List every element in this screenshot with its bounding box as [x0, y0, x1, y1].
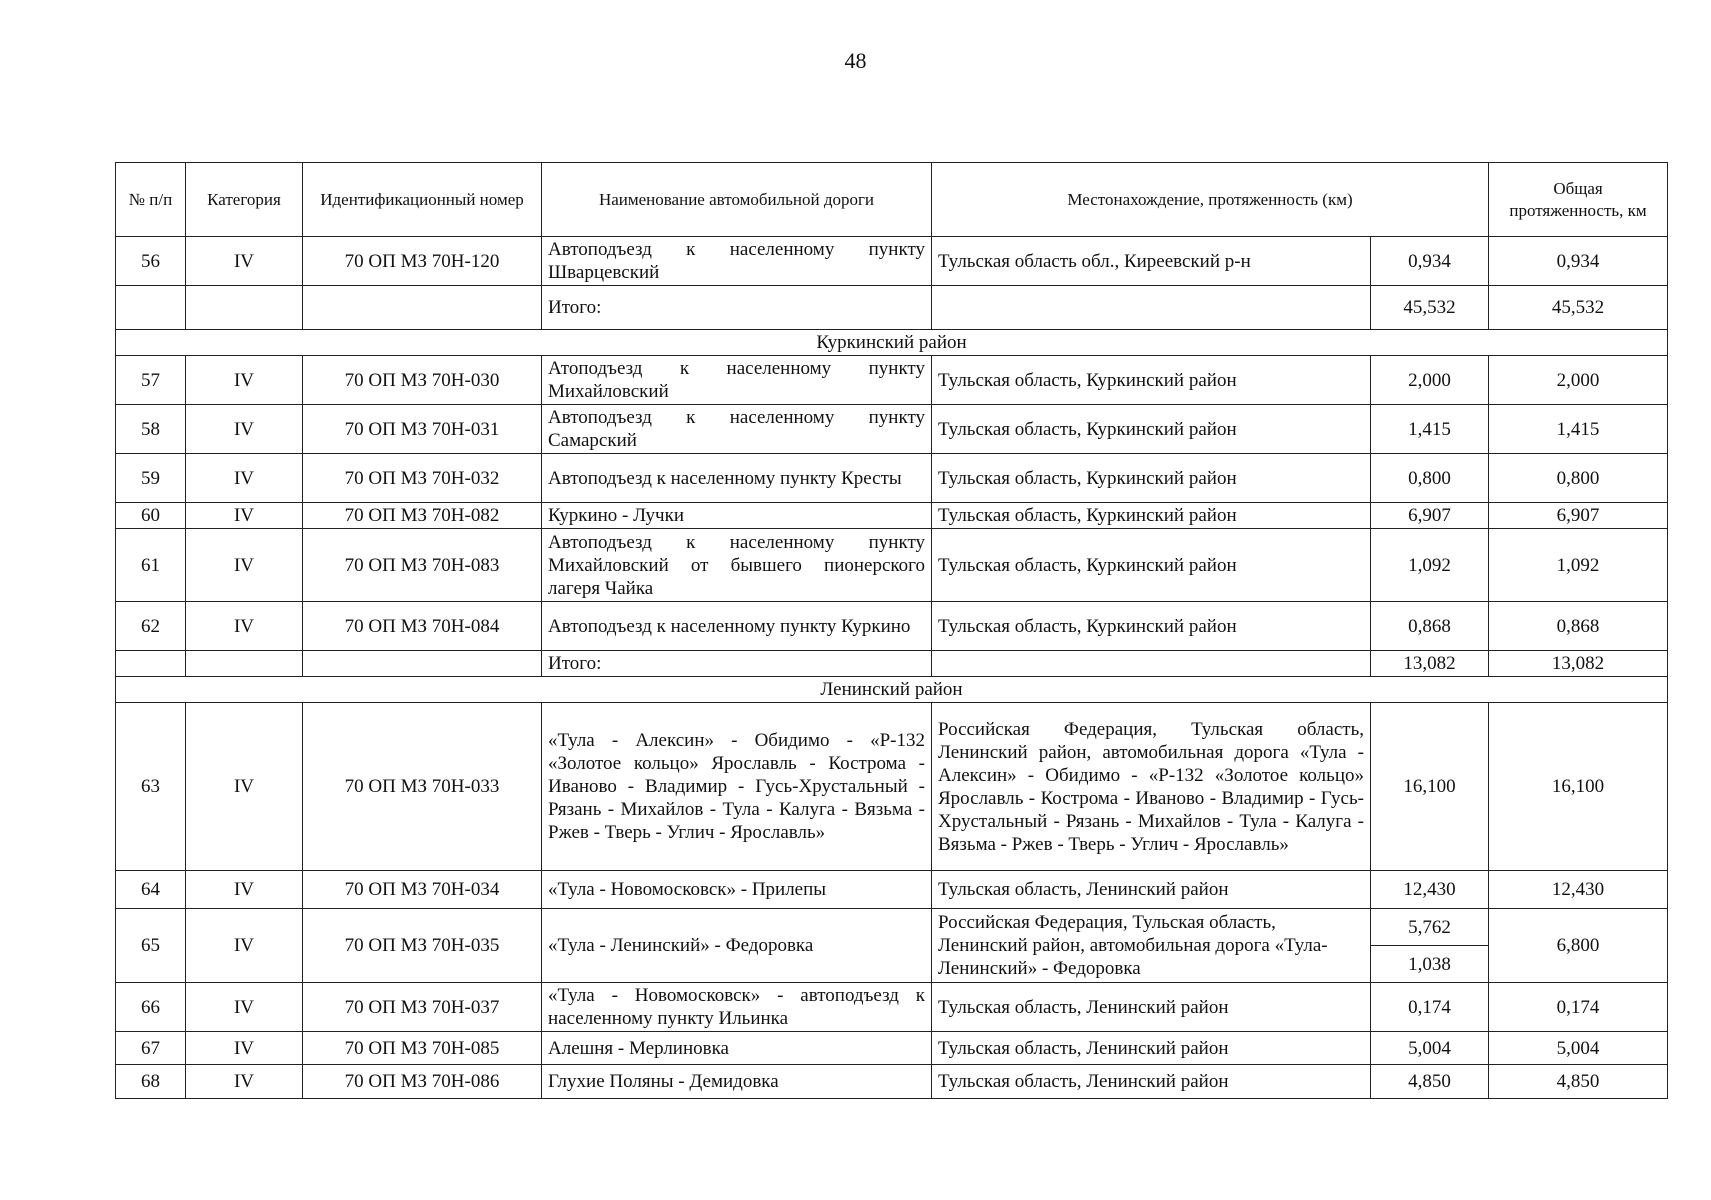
- table-row: [116, 983, 1668, 1032]
- cell-category: IV: [186, 237, 303, 286]
- cell-id: 70 ОП МЗ 70Н-037: [303, 983, 542, 1032]
- cell-total: 16,100: [1489, 703, 1668, 871]
- section-row: [116, 330, 1668, 356]
- cell-length: 1,415: [1371, 405, 1489, 454]
- cell-length: 0,800: [1371, 454, 1489, 503]
- table-row: [116, 871, 1668, 909]
- cell-category: IV: [186, 1065, 303, 1099]
- cell-length: 6,907: [1371, 503, 1489, 529]
- cell-total: 4,850: [1489, 1065, 1668, 1099]
- cell-length: 12,430: [1371, 871, 1489, 909]
- table-row: [116, 1032, 1668, 1065]
- cell-location: Тульская область, Куркинский район: [932, 405, 1371, 454]
- cell-num: 64: [116, 871, 186, 909]
- cell-total: 1,415: [1489, 405, 1668, 454]
- cell-location: Тульская область, Куркинский район: [932, 356, 1371, 405]
- total-sum: 45,532: [1489, 286, 1668, 330]
- cell-id: 70 ОП МЗ 70Н-031: [303, 405, 542, 454]
- cell-num: 67: [116, 1032, 186, 1065]
- cell-length: 5,762: [1371, 909, 1489, 946]
- table-row: [116, 237, 1668, 286]
- cell-length: 1,092: [1371, 529, 1489, 602]
- cell-num: 65: [116, 909, 186, 983]
- header-name: Наименование автомобильной дороги: [542, 163, 932, 237]
- table-row: [116, 703, 1668, 871]
- total-length: 45,532: [1371, 286, 1489, 330]
- cell-num: 62: [116, 602, 186, 651]
- cell-num: 66: [116, 983, 186, 1032]
- cell-length: 0,174: [1371, 983, 1489, 1032]
- cell-id: 70 ОП МЗ 70Н-034: [303, 871, 542, 909]
- header-location: Местонахождение, протяженность (км): [932, 163, 1489, 237]
- section-title: Ленинский район: [116, 677, 1668, 703]
- cell-location: Тульская область, Ленинский район: [932, 1065, 1371, 1099]
- cell-length: 5,004: [1371, 1032, 1489, 1065]
- cell-length: 4,850: [1371, 1065, 1489, 1099]
- cell-id: 70 ОП МЗ 70Н-086: [303, 1065, 542, 1099]
- cell-category: IV: [186, 983, 303, 1032]
- table-header-row: [116, 163, 1668, 237]
- cell-location: Российская Федерация, Тульская область, Ленинский район, автомобильная дорога «Тула - Алексин» - Обидимо - «Р-132 «Золотое кольцо» Ярославль - Кострома - Иваново - Владимир - Гусь-Хрустальный - Рязань - Михайлов - Тула - Калуга - Вязьма - Ржев - Тверь - Углич - Ярославль»: [932, 703, 1371, 871]
- cell-road-name: Атоподъезд к населенному пункту Михайловский: [542, 356, 932, 405]
- cell-total: 0,800: [1489, 454, 1668, 503]
- cell-length: 1,038: [1371, 946, 1489, 983]
- table-row: [116, 454, 1668, 503]
- cell-length: 16,100: [1371, 703, 1489, 871]
- cell-category: IV: [186, 909, 303, 983]
- cell-road-name: «Тула - Новомосковск» - автоподъезд к населенному пункту Ильинка: [542, 983, 932, 1032]
- total-sum: 13,082: [1489, 651, 1668, 677]
- cell-num: 56: [116, 237, 186, 286]
- cell-category: IV: [186, 356, 303, 405]
- cell-id: 70 ОП МЗ 70Н-120: [303, 237, 542, 286]
- cell-road-name: Автоподъезд к населенному пункту Михайловский от бывшего пионерского лагеря Чайка: [542, 529, 932, 602]
- cell-id: 70 ОП МЗ 70Н-085: [303, 1032, 542, 1065]
- cell-location: Тульская область, Ленинский район: [932, 1032, 1371, 1065]
- cell-category: IV: [186, 1032, 303, 1065]
- cell-num: 59: [116, 454, 186, 503]
- table-row: [116, 529, 1668, 602]
- cell-location: Тульская область, Куркинский район: [932, 529, 1371, 602]
- cell-category: IV: [186, 405, 303, 454]
- cell-length: 0,868: [1371, 602, 1489, 651]
- cell-location: Тульская область, Ленинский район: [932, 983, 1371, 1032]
- cell-total: 12,430: [1489, 871, 1668, 909]
- cell-category: IV: [186, 871, 303, 909]
- header-total: Общая протяженность, км: [1489, 163, 1668, 237]
- cell-total: 5,004: [1489, 1032, 1668, 1065]
- cell-id: 70 ОП МЗ 70Н-033: [303, 703, 542, 871]
- cell-total: 6,907: [1489, 503, 1668, 529]
- roads-table: [115, 162, 1668, 1099]
- cell-num: 63: [116, 703, 186, 871]
- section-title: Куркинский район: [116, 330, 1668, 356]
- section-row: [116, 677, 1668, 703]
- cell-location: Тульская область, Куркинский район: [932, 454, 1371, 503]
- cell-road-name: Глухие Поляны - Демидовка: [542, 1065, 932, 1099]
- cell-length: 2,000: [1371, 356, 1489, 405]
- cell-length: 0,934: [1371, 237, 1489, 286]
- cell-id: 70 ОП МЗ 70Н-082: [303, 503, 542, 529]
- cell-total: 0,934: [1489, 237, 1668, 286]
- cell-category: IV: [186, 529, 303, 602]
- cell-road-name: «Тула - Алексин» - Обидимо - «Р-132 «Золотое кольцо» Ярославль - Кострома - Иваново - Владимир - Гусь-Хрустальный - Рязань - Михайлов - Тула - Калуга - Вязьма - Ржев - Тверь - Углич - Ярославль»: [542, 703, 932, 871]
- cell-road-name: Автоподъезд к населенному пункту Куркино: [542, 602, 932, 651]
- cell-total: 6,800: [1489, 909, 1668, 983]
- cell-road-name: Куркино - Лучки: [542, 503, 932, 529]
- table-row: [116, 602, 1668, 651]
- table-row: [116, 503, 1668, 529]
- cell-id: 70 ОП МЗ 70Н-030: [303, 356, 542, 405]
- cell-road-name: Автоподъезд к населенному пункту Самарский: [542, 405, 932, 454]
- cell-road-name: «Тула - Ленинский» - Федоровка: [542, 909, 932, 983]
- cell-num: 57: [116, 356, 186, 405]
- header-num: № п/п: [116, 163, 186, 237]
- cell-location: Тульская область, Куркинский район: [932, 503, 1371, 529]
- cell-road-name: Алешня - Мерлиновка: [542, 1032, 932, 1065]
- cell-id: 70 ОП МЗ 70Н-035: [303, 909, 542, 983]
- cell-location: Тульская область, Куркинский район: [932, 602, 1371, 651]
- cell-total: 2,000: [1489, 356, 1668, 405]
- cell-category: IV: [186, 602, 303, 651]
- table-row: [116, 909, 1668, 946]
- total-label: Итого:: [542, 651, 932, 677]
- table-row: [116, 356, 1668, 405]
- cell-total: 0,174: [1489, 983, 1668, 1032]
- cell-road-name: Автоподъезд к населенному пункту Кресты: [542, 454, 932, 503]
- cell-location: Российская Федерация, Тульская область, Ленинский район, автомобильная дорога «Тула-Ленинский» - Федоровка: [932, 909, 1371, 983]
- header-category: Категория: [186, 163, 303, 237]
- cell-category: IV: [186, 503, 303, 529]
- cell-road-name: «Тула - Новомосковск» - Прилепы: [542, 871, 932, 909]
- cell-total: 0,868: [1489, 602, 1668, 651]
- cell-num: 58: [116, 405, 186, 454]
- cell-id: 70 ОП МЗ 70Н-032: [303, 454, 542, 503]
- cell-num: 61: [116, 529, 186, 602]
- cell-num: 60: [116, 503, 186, 529]
- cell-location: Тульская область, Ленинский район: [932, 871, 1371, 909]
- cell-category: IV: [186, 454, 303, 503]
- table-row: [116, 405, 1668, 454]
- page-number: 48: [844, 48, 867, 73]
- cell-total: 1,092: [1489, 529, 1668, 602]
- total-label: Итого:: [542, 286, 932, 330]
- cell-id: 70 ОП МЗ 70Н-084: [303, 602, 542, 651]
- total-row: [116, 286, 1668, 330]
- cell-road-name: Автоподъезд к населенному пункту Шварцевский: [542, 237, 932, 286]
- cell-category: IV: [186, 703, 303, 871]
- cell-location: Тульская область обл., Киреевский р-н: [932, 237, 1371, 286]
- total-row: [116, 651, 1668, 677]
- total-length: 13,082: [1371, 651, 1489, 677]
- cell-num: 68: [116, 1065, 186, 1099]
- header-id: Идентификационный номер: [303, 163, 542, 237]
- table-row: [116, 1065, 1668, 1099]
- cell-id: 70 ОП МЗ 70Н-083: [303, 529, 542, 602]
